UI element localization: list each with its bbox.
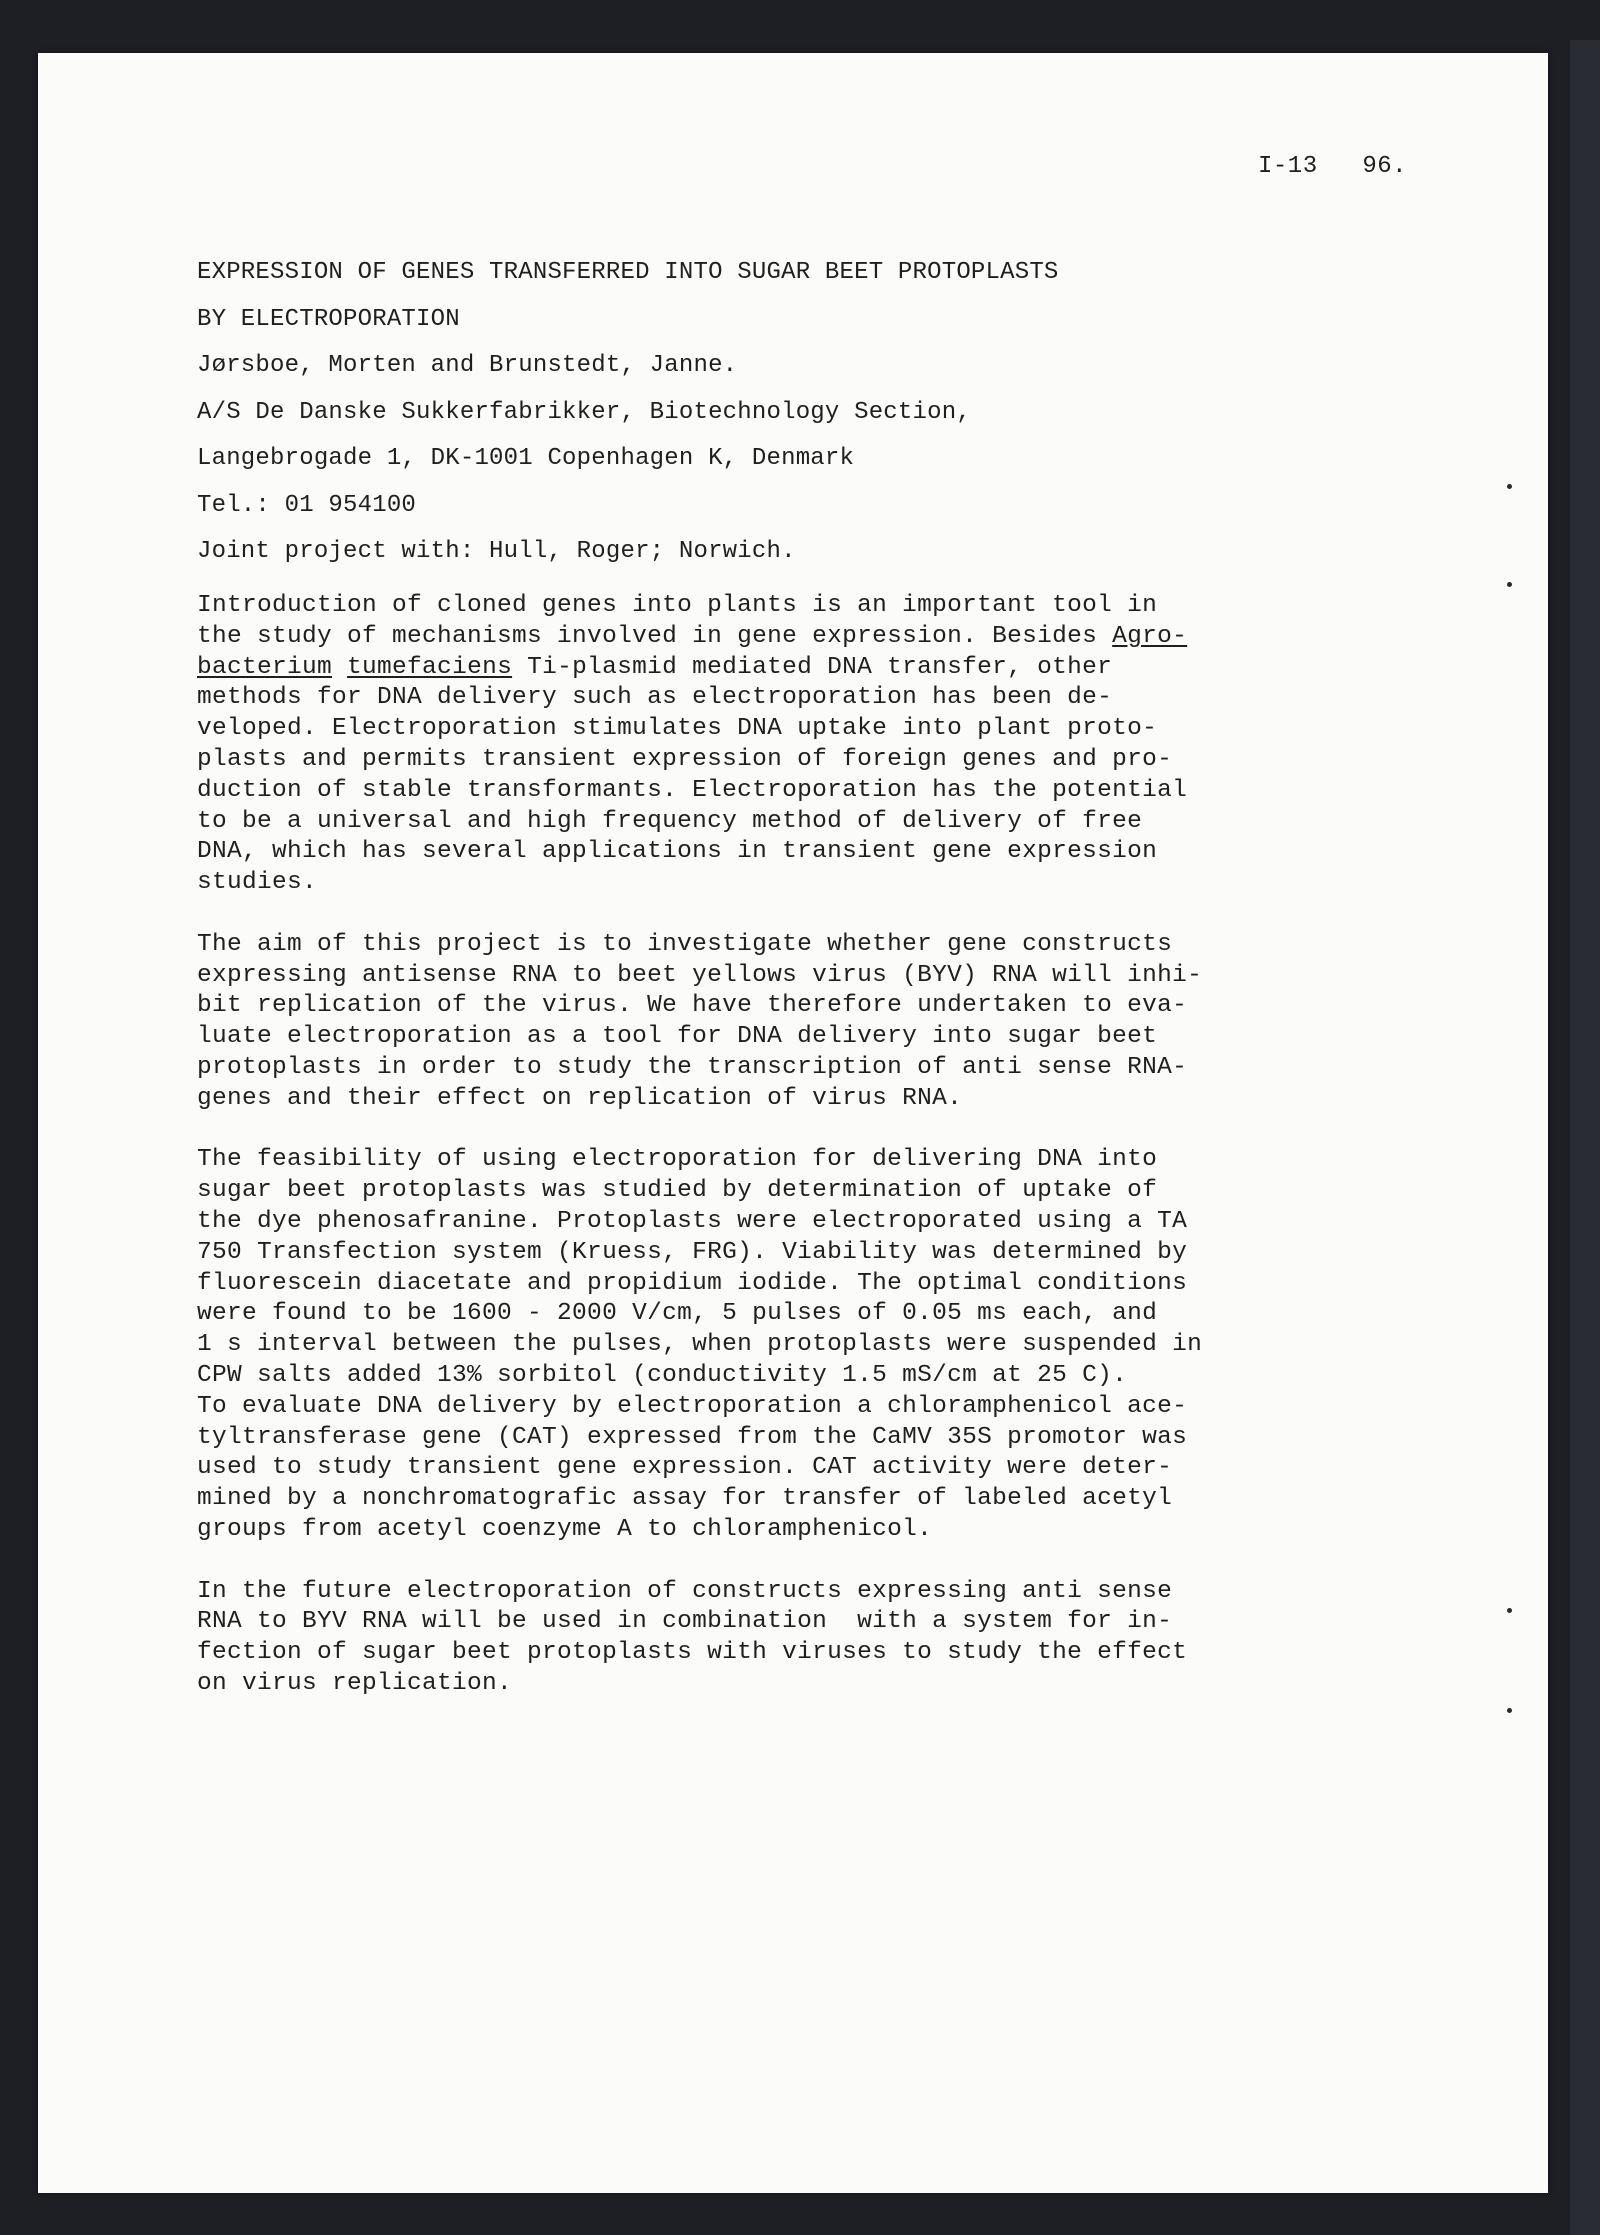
text-line: 750 Transfection system (Kruess, FRG). Viability was determined by <box>197 1238 1188 1266</box>
text-line: RNA to BYV RNA will be used in combination with a system for in- <box>197 1608 1173 1636</box>
text-line: the dye phenosafranine. Protoplasts were electroporated using a TA <box>197 1207 1188 1235</box>
text-line: veloped. Electroporation stimulates DNA uptake into plant proto- <box>197 715 1158 743</box>
margin-mark <box>1507 1708 1512 1713</box>
text-line: Introduction of cloned genes into plants is an important tool in <box>197 592 1158 619</box>
underlined-term: Agro- <box>1112 622 1188 650</box>
text-line: 1 s interval between the pulses, when protoplasts were suspended in <box>197 1331 1203 1359</box>
text-line: fection of sugar beet protoplasts with viruses to study the effect <box>197 1639 1188 1667</box>
body-text <box>197 591 1457 1730</box>
text-line: used to study transient gene expression. CAT activity were deter- <box>197 1454 1173 1482</box>
text-line: To evaluate DNA delivery by electroporation a chloramphenicol ace- <box>197 1392 1188 1420</box>
text-line: to be a universal and high frequency method of delivery of free <box>197 807 1143 835</box>
text-line: plasts and permits transient expression of foreign genes and pro- <box>197 745 1173 773</box>
affiliation-line-2: Langebrogade 1, DK-1001 Copenhagen K, Denmark <box>197 445 855 472</box>
text-line: fluorescein diacetate and propidium iodide. The optimal conditions <box>197 1269 1188 1297</box>
joint-project: Joint project with: Hull, Roger; Norwich. <box>197 538 796 565</box>
text-line <box>197 622 1457 653</box>
scan-backdrop-edge <box>1570 40 1600 2235</box>
text-line: The feasibility of using electroporation for delivering DNA into <box>197 1146 1158 1174</box>
paragraph-future <box>197 1577 1457 1700</box>
margin-mark <box>1507 484 1512 489</box>
text-line: methods for DNA delivery such as electroporation has been de- <box>197 684 1113 712</box>
text-line: duction of stable transformants. Electroporation has the potential <box>197 776 1188 804</box>
text-line: on virus replication. <box>197 1669 513 1697</box>
text-line: expressing antisense RNA to beet yellows virus (BYV) RNA will inhi- <box>197 961 1203 989</box>
underlined-term: tumefaciens <box>347 653 513 681</box>
page-number: I-13 96. <box>1258 153 1408 180</box>
text-line: The aim of this project is to investigate whether gene constructs <box>197 930 1173 958</box>
document-title-line-2: BY ELECTROPORATION <box>197 305 460 333</box>
text-line: were found to be 1600 - 2000 V/cm, 5 pulses of 0.05 ms each, and <box>197 1300 1158 1328</box>
text-line: groups from acetyl coenzyme A to chloramphenicol. <box>197 1515 933 1543</box>
text-line: mined by a nonchromatografic assay for transfer of labeled acetyl <box>197 1485 1173 1513</box>
underlined-term: bacterium <box>197 653 333 681</box>
paragraph-methods <box>197 1145 1457 1545</box>
text-line: protoplasts in order to study the transcription of anti sense RNA- <box>197 1053 1188 1081</box>
margin-mark <box>1507 582 1512 587</box>
text-line <box>197 653 1457 684</box>
document-title-line-1: EXPRESSION OF GENES TRANSFERRED INTO SUGAR BEET PROTOPLASTS <box>197 259 1059 286</box>
affiliation-line-1: A/S De Danske Sukkerfabrikker, Biotechnology Section, <box>197 398 971 426</box>
text-line: In the future electroporation of constructs expressing anti sense <box>197 1577 1173 1605</box>
text-span: Ti-plasmid mediated DNA transfer, other <box>512 653 1113 681</box>
text-line: luate electroporation as a tool for DNA delivery into sugar beet <box>197 1023 1158 1051</box>
paragraph-introduction <box>197 591 1457 899</box>
text-line: genes and their effect on replication of virus RNA. <box>197 1084 963 1112</box>
text-line: sugar beet protoplasts was studied by determination of uptake of <box>197 1177 1158 1205</box>
telephone: Tel.: 01 954100 <box>197 491 417 519</box>
text-line: DNA, which has several applications in transient gene expression <box>197 838 1158 866</box>
text-span: the study of mechanisms involved in gene expression. Besides <box>197 622 1113 650</box>
margin-mark <box>1507 1608 1512 1613</box>
text-line: bit replication of the virus. We have therefore undertaken to eva- <box>197 992 1188 1020</box>
authors: Jørsboe, Morten and Brunstedt, Janne. <box>197 352 738 379</box>
text-line: tyltransferase gene (CAT) expressed from the CaMV 35S promotor was <box>197 1423 1188 1451</box>
text-line: studies. <box>197 869 318 897</box>
header-block <box>197 250 1447 576</box>
paragraph-aim <box>197 930 1457 1115</box>
text-line: CPW salts added 13% sorbitol (conductivity 1.5 mS/cm at 25 C). <box>197 1361 1128 1389</box>
